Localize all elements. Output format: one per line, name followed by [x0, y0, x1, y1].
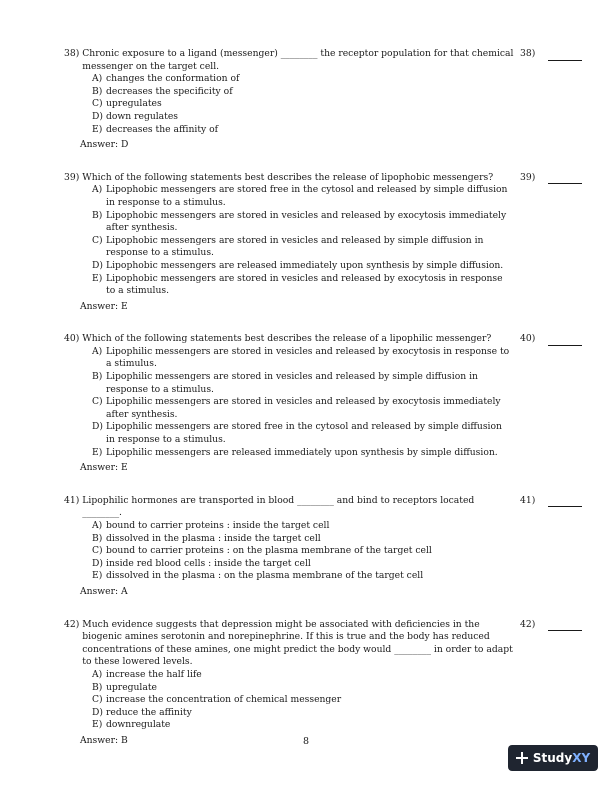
answer-blank-line — [548, 336, 582, 346]
option-list — [92, 669, 512, 732]
answer-option — [92, 273, 512, 298]
answer-option — [92, 371, 512, 396]
option-text: changes the conformation of — [106, 73, 240, 85]
option-text: Lipophobic messengers are stored in vesicles and released by exocytosis immediately after synthesis. — [106, 209, 507, 234]
answer-option — [92, 124, 512, 137]
option-text: reduce the affinity — [106, 706, 192, 718]
option-letter: C) — [92, 98, 103, 110]
option-letter: D) — [92, 110, 103, 122]
answer-option — [92, 346, 512, 371]
answer-option — [92, 682, 512, 695]
answer-option — [92, 98, 512, 111]
answer-option — [92, 73, 512, 86]
question-row — [64, 333, 584, 346]
answer-key: Answer: E — [80, 300, 128, 312]
option-letter: B) — [92, 209, 103, 221]
answer-blank-marker — [520, 48, 584, 61]
answer-blank-line — [548, 174, 582, 184]
answer-blank-number: 38) — [520, 48, 536, 59]
question-stem: Much evidence suggests that depression might be associated with deficiencies in the biogenic amines serotonin and norepinephrine. If this is true and the body has reduced concentrations of these amines, one might predict the body would ________ in order to adapt to these lowered levels. — [82, 618, 513, 668]
answer-option — [92, 86, 512, 99]
question-number: 38) — [64, 48, 80, 59]
option-text: dissolved in the plasma : on the plasma membrane of the target cell — [106, 570, 424, 582]
option-letter: D) — [92, 421, 103, 433]
option-list — [92, 73, 512, 136]
question-item — [64, 495, 584, 599]
question-stem: Which of the following statements best describes the release of a lipophilic messenger? — [82, 333, 492, 345]
option-list — [92, 346, 512, 459]
option-list — [92, 184, 512, 297]
answer-option — [92, 520, 512, 533]
question-stem: Which of the following statements best describes the release of lipophobic messengers? — [82, 171, 494, 183]
option-text: Lipophilic messengers are stored in vesicles and released by exocytosis immediately after synthesis. — [106, 396, 501, 420]
question-item — [64, 333, 584, 475]
answer-option — [92, 184, 512, 209]
question-row — [64, 619, 584, 669]
option-text: Lipophilic messengers are stored free in the cytosol and released by simple diffusion in response to a stimulus. — [106, 421, 502, 446]
option-text: Lipophilic messengers are stored in vesicles and released by simple diffusion in response to a stimulus. — [106, 371, 478, 395]
answer-option — [92, 558, 512, 571]
answer-option — [92, 570, 512, 583]
option-text: Lipophilic messengers are stored in vesicles and released by exocytosis in response to a stimulus. — [106, 345, 510, 370]
answer-option — [92, 260, 512, 273]
answer-blank-line — [548, 51, 582, 61]
option-text: bound to carrier proteins : on the plasma membrane of the target cell — [106, 545, 432, 557]
answer-blank-number: 42) — [520, 618, 536, 630]
answer-blank-marker — [520, 333, 584, 346]
option-letter: C) — [92, 234, 103, 246]
answer-option — [92, 210, 512, 235]
question-item — [64, 619, 584, 748]
option-letter: A) — [92, 668, 103, 680]
answer-option — [92, 694, 512, 707]
option-text: increase the concentration of chemical messenger — [106, 694, 342, 706]
option-letter: E) — [92, 719, 103, 731]
answer-option — [92, 396, 512, 421]
answer-blank-number: 39) — [520, 171, 536, 183]
option-letter: C) — [92, 396, 103, 408]
question-row — [64, 172, 584, 185]
option-letter: D) — [92, 706, 103, 718]
answer-key: Answer: B — [80, 734, 128, 746]
option-letter: A) — [92, 73, 103, 85]
option-letter: E) — [92, 272, 103, 284]
answer-blank-marker — [520, 619, 584, 632]
question-number: 40) — [64, 333, 80, 345]
question-item — [64, 48, 584, 152]
plus-icon — [516, 752, 528, 764]
question-item — [64, 172, 584, 314]
option-letter: C) — [92, 694, 103, 706]
option-text: inside red blood cells : inside the target cell — [106, 557, 311, 569]
answer-blank-number: 40) — [520, 333, 536, 345]
option-letter: A) — [92, 345, 103, 357]
option-text: Lipophobic messengers are stored free in the cytosol and released by simple diffusion in response to a stimulus. — [106, 184, 508, 208]
question-number: 39) — [64, 171, 80, 183]
answer-option — [92, 533, 512, 546]
answer-key: Answer: D — [80, 139, 129, 151]
page-number: 8 — [302, 736, 310, 747]
answer-key: Answer: E — [80, 462, 128, 474]
option-letter: C) — [92, 545, 103, 557]
answer-option — [92, 707, 512, 720]
option-letter: E) — [92, 570, 103, 582]
answer-option — [92, 421, 512, 446]
option-text: Lipophobic messengers are released immediately upon synthesis by simple diffusion. — [106, 259, 504, 271]
answer-key: Answer: A — [80, 585, 128, 597]
option-text: upregulate — [106, 681, 157, 693]
question-stem: Chronic exposure to a ligand (messenger) ________ the receptor population for that chemical messenger on the target cell. — [82, 48, 514, 72]
answer-blank-marker — [520, 495, 584, 508]
option-text: down regulates — [106, 110, 179, 122]
option-letter: B) — [92, 371, 103, 383]
question-stem: Lipophilic hormones are transported in blood ________ and bind to receptors located ________. — [82, 494, 475, 519]
answer-option — [92, 111, 512, 124]
option-letter: A) — [92, 520, 103, 531]
option-letter: D) — [92, 557, 103, 569]
option-letter: B) — [92, 85, 103, 97]
watermark-text — [533, 751, 590, 765]
option-letter: D) — [92, 259, 103, 271]
answer-option — [92, 669, 512, 682]
option-text: downregulate — [106, 719, 171, 731]
answer-blank-line — [548, 497, 582, 507]
studyxy-watermark — [508, 745, 598, 771]
option-text: bound to carrier proteins : inside the target cell — [106, 520, 330, 531]
answer-blank-number: 41) — [520, 494, 536, 506]
question-row — [64, 48, 584, 73]
option-letter: B) — [92, 532, 103, 544]
answer-option — [92, 719, 512, 732]
option-text: Lipophobic messengers are stored in vesicles and released by simple diffusion in response to a stimulus. — [106, 234, 484, 259]
option-text: Lipophobic messengers are stored in vesicles and released by exocytosis in response to a stimulus. — [106, 272, 503, 297]
watermark-brand-main: Study — [532, 751, 573, 765]
question-number: 41) — [64, 494, 80, 506]
option-letter: A) — [92, 184, 103, 196]
option-text: decreases the affinity of — [106, 123, 219, 135]
option-letter: E) — [92, 123, 103, 135]
option-text: decreases the specificity of — [106, 85, 233, 97]
option-text: Lipophilic messengers are released immediately upon synthesis by simple diffusion. — [106, 446, 498, 458]
answer-option — [92, 545, 512, 558]
option-text: dissolved in the plasma : inside the target cell — [106, 532, 321, 544]
option-letter: E) — [92, 446, 103, 458]
answer-option — [92, 447, 512, 460]
question-number: 42) — [64, 618, 80, 630]
watermark-brand-accent: XY — [572, 751, 591, 765]
option-text: upregulates — [106, 98, 162, 110]
question-list — [64, 48, 584, 768]
option-text: increase the half life — [106, 668, 202, 680]
question-row — [64, 495, 584, 520]
option-list — [92, 520, 512, 583]
answer-blank-line — [548, 621, 582, 631]
answer-option — [92, 235, 512, 260]
option-letter: B) — [92, 681, 103, 693]
answer-blank-marker — [520, 172, 584, 185]
